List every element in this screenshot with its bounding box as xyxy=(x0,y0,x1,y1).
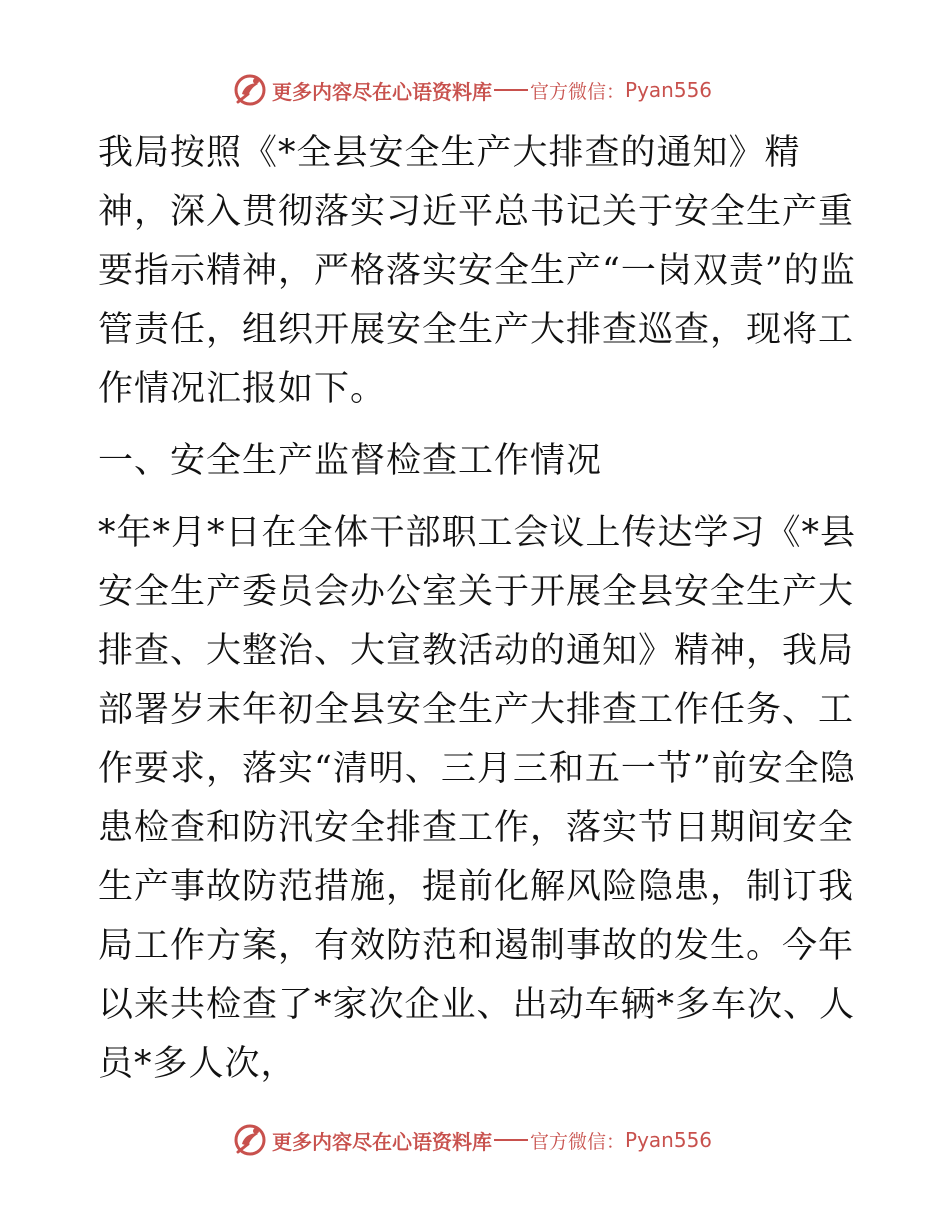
watermark-wechat-id: Pyan556 xyxy=(625,78,713,102)
watermark-dash xyxy=(494,1139,528,1141)
header-watermark xyxy=(232,72,712,108)
watermark-dash xyxy=(494,89,528,91)
document-body xyxy=(98,124,858,1094)
rose-pen-logo-icon xyxy=(232,1122,268,1158)
watermark-official-label: 官方微信： xyxy=(530,80,626,103)
rose-pen-logo-icon xyxy=(232,72,268,108)
watermark-official-label: 官方微信： xyxy=(530,1130,626,1153)
footer-watermark xyxy=(232,1122,712,1158)
section-heading: 一、安全生产监督检查工作情况 xyxy=(98,441,603,481)
watermark-brand: 更多内容尽在心语资料库 xyxy=(272,79,492,104)
watermark-brand: 更多内容尽在心语资料库 xyxy=(272,1129,492,1154)
body-paragraph: *年*月*日在全体干部职工会议上传达学习《*县安全生产委员会办公室关于开展全县安全生产大排查、大整治、大宣教活动的通知》精神，我局部署岁末年初全县安全生产大排查工作任务、工作要求，落实“清明、三月三和五一节”前安全隐患检查和防汛安全排查工作，落实节日期间安全生产事故防范措施，提前化解风险隐患，制订我局工作方案，有效防范和遏制事故的发生。今年以来共检查了*家次企业、出动车辆*多车次、人员*多人次， xyxy=(98,513,857,1084)
watermark-wechat-id: Pyan556 xyxy=(625,1128,713,1152)
intro-paragraph: 我局按照《*全县安全生产大排查的通知》精神，深入贯彻落实习近平总书记关于安全生产重要指示精神，严格落实安全生产“一岗双责”的监管责任，组织开展安全生产大排查巡查，现将工作情况汇报如下。 xyxy=(98,133,856,409)
